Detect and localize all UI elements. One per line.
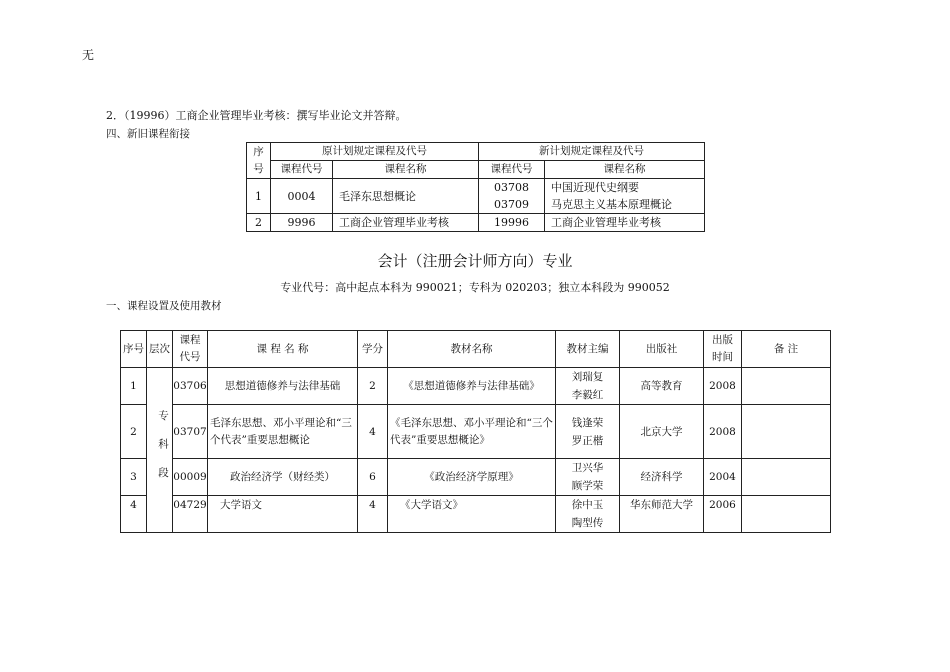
- course-book: 《思想道德修养与法律基础》: [388, 368, 556, 405]
- course-seq: 4: [121, 496, 147, 533]
- course-code: 03707: [173, 405, 208, 459]
- mapping-header-new-group: 新计划规定课程及代号: [479, 143, 705, 161]
- course-credit: 6: [358, 459, 388, 496]
- course-code: 00009: [173, 459, 208, 496]
- course-name: 思想道德修养与法律基础: [208, 368, 358, 405]
- table-row: [121, 459, 831, 496]
- course-publisher: 经济科学: [620, 459, 704, 496]
- mapping-old-name: 毛泽东思想概论: [333, 179, 479, 214]
- course-header-year: 出版时间: [704, 331, 742, 368]
- table-row: [121, 496, 831, 533]
- mapping-new-code: 03708: [479, 179, 545, 197]
- course-header-editor: 教材主编: [556, 331, 620, 368]
- table-row: [247, 179, 705, 197]
- course-note: [742, 405, 831, 459]
- course-book: 《政治经济学原理》: [388, 459, 556, 496]
- course-editor: 钱逢荣 罗正楷: [556, 405, 620, 459]
- mapping-old-code: 9996: [271, 214, 333, 232]
- mapping-old-name: 工商企业管理毕业考核: [333, 214, 479, 232]
- mapping-new-name: 工商企业管理毕业考核: [545, 214, 705, 232]
- course-editor: 卫兴华 顾学荣: [556, 459, 620, 496]
- course-header-note: 备 注: [742, 331, 831, 368]
- mapping-seq: 2: [247, 214, 271, 232]
- table-row: [121, 405, 831, 459]
- course-editor: 刘瑞复 李毅红: [556, 368, 620, 405]
- course-header-level: 层次: [147, 331, 173, 368]
- course-note: [742, 496, 831, 533]
- course-name: 大学语文: [208, 496, 358, 533]
- section-1-title: 一、课程设置及使用教材: [106, 300, 222, 312]
- course-header-seq: 序号: [121, 331, 147, 368]
- course-header-credit: 学分: [358, 331, 388, 368]
- course-name: 毛泽东思想、邓小平理论和“三个代表”重要思想概论: [208, 405, 358, 459]
- course-publisher: 北京大学: [620, 405, 704, 459]
- course-header-publisher: 出版社: [620, 331, 704, 368]
- course-publisher: 华东师范大学: [620, 496, 704, 533]
- course-credit: 2: [358, 368, 388, 405]
- course-credit: 4: [358, 496, 388, 533]
- course-seq: 3: [121, 459, 147, 496]
- course-level: 专科段: [147, 368, 173, 533]
- section-4-title: 四、新旧课程衔接: [106, 128, 190, 140]
- course-mapping-table: [246, 142, 705, 232]
- mapping-header-old-group: 原计划规定课程及代号: [271, 143, 479, 161]
- course-book: 《大学语文》: [388, 496, 556, 533]
- mapping-old-code: 0004: [271, 179, 333, 214]
- mapping-header-new-name: 课程名称: [545, 161, 705, 179]
- course-seq: 2: [121, 405, 147, 459]
- major-title: 会计（注册会计师方向）专业: [377, 252, 573, 270]
- mapping-new-code: 03709: [479, 196, 545, 214]
- mapping-seq: 1: [247, 179, 271, 214]
- course-table: [120, 330, 831, 533]
- course-year: 2008: [704, 405, 742, 459]
- course-credit: 4: [358, 405, 388, 459]
- course-note: [742, 368, 831, 405]
- mapping-header-old-name: 课程名称: [333, 161, 479, 179]
- course-seq: 1: [121, 368, 147, 405]
- course-editor: 徐中玉 陶型传: [556, 496, 620, 533]
- table-row: [247, 214, 705, 232]
- top-note: 无: [82, 48, 95, 62]
- course-header-book: 教材名称: [388, 331, 556, 368]
- course-code: 04729: [173, 496, 208, 533]
- mapping-new-code: 19996: [479, 214, 545, 232]
- course-header-name: 课 程 名 称: [208, 331, 358, 368]
- course-year: 2006: [704, 496, 742, 533]
- mapping-header-old-code: 课程代号: [271, 161, 333, 179]
- item-2-text: 2．（19996）工商企业管理毕业考核：撰写毕业论文并答辩。: [106, 109, 407, 122]
- table-row: [121, 368, 831, 405]
- mapping-new-name: 马克思主义基本原理概论: [545, 196, 705, 214]
- mapping-header-seq: 序号: [247, 143, 271, 179]
- course-note: [742, 459, 831, 496]
- course-publisher: 高等教育: [620, 368, 704, 405]
- mapping-header-new-code: 课程代号: [479, 161, 545, 179]
- course-year: 2004: [704, 459, 742, 496]
- course-year: 2008: [704, 368, 742, 405]
- major-codes: 专业代号：高中起点本科为 990021；专科为 020203；独立本科段为 990052: [280, 281, 670, 294]
- mapping-new-name: 中国近现代史纲要: [545, 179, 705, 197]
- course-book: 《毛泽东思想、邓小平理论和“三个代表”重要思想概论》: [388, 405, 556, 459]
- course-code: 03706: [173, 368, 208, 405]
- course-header-code: 课程代号: [173, 331, 208, 368]
- course-name: 政治经济学（财经类）: [208, 459, 358, 496]
